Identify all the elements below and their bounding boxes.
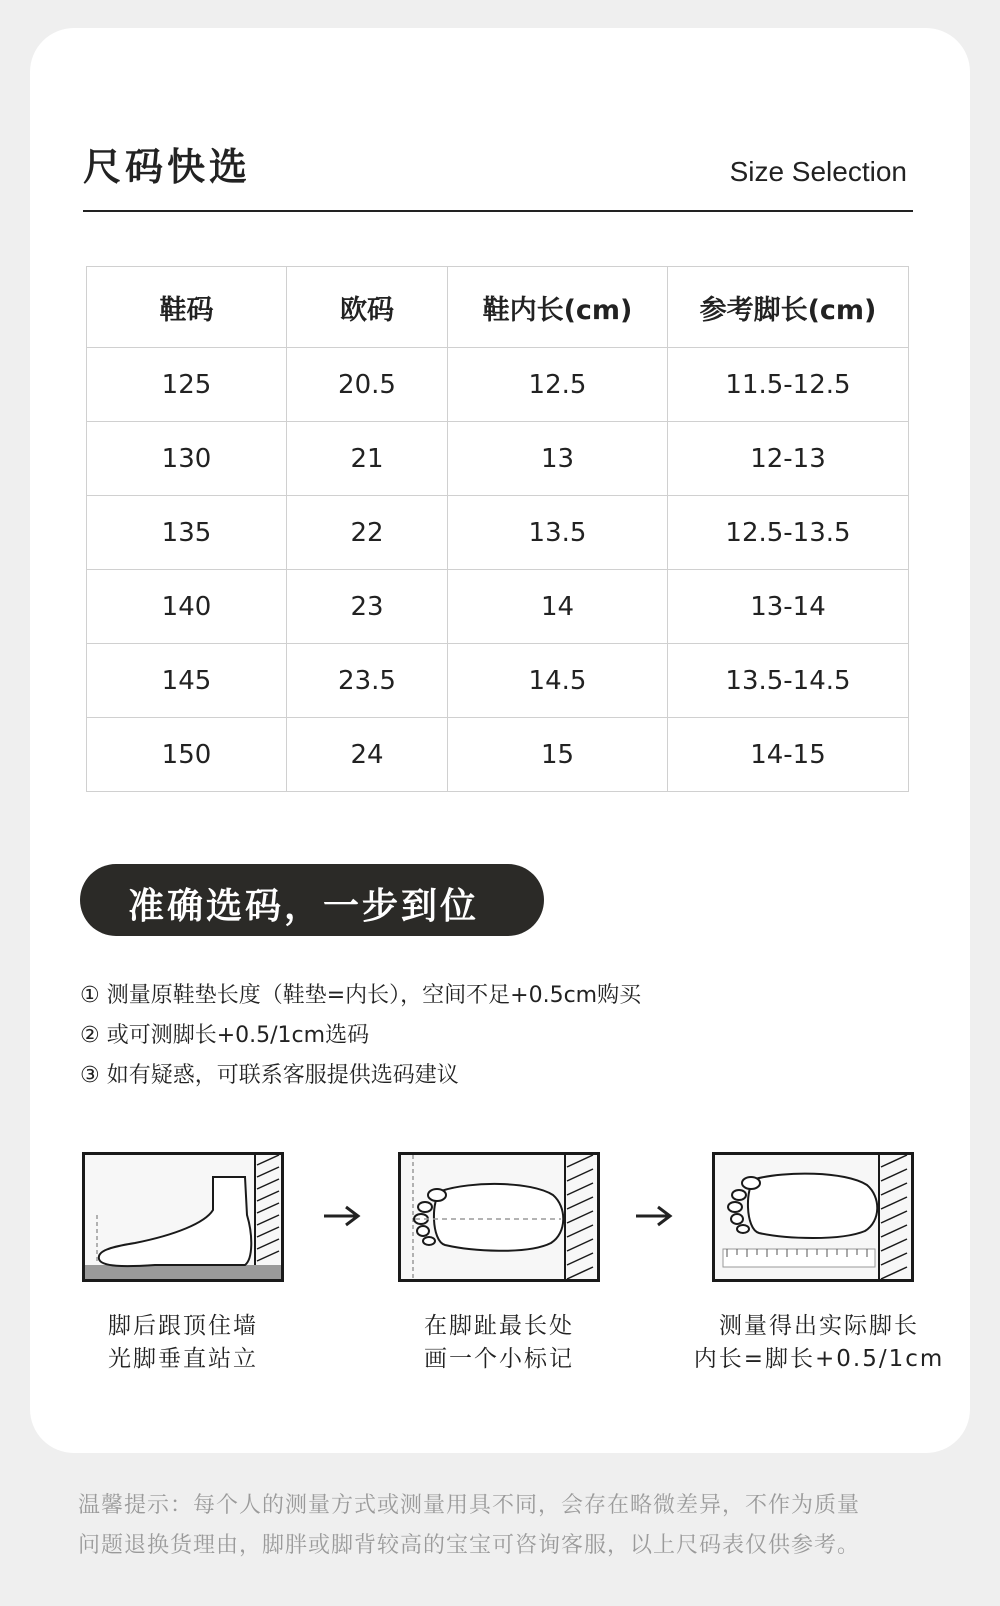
page-title: 尺码快选	[83, 145, 252, 189]
page-subtitle-en: Size Selection	[729, 156, 907, 187]
table-cell: 140	[87, 570, 287, 644]
section-banner-text: 准确选码，一步到位	[128, 886, 480, 927]
table-cell: 13.5	[448, 496, 668, 570]
section-banner	[80, 864, 544, 936]
table-header-row	[87, 267, 909, 348]
step-caption-line: 脚后跟顶住墙	[108, 1313, 258, 1339]
table-row	[87, 348, 909, 422]
step-caption-line: 在脚趾最长处	[424, 1313, 574, 1339]
table-cell: 22	[287, 496, 448, 570]
footer-note	[78, 1486, 938, 1566]
table-cell: 13	[448, 422, 668, 496]
table-header-cell: 参考脚长(cm)	[668, 267, 909, 348]
title-divider	[83, 210, 913, 212]
footer-note-line: 温馨提示：每个人的测量方式或测量用具不同，会存在略微差异，不作为质量	[78, 1493, 861, 1518]
table-cell: 15	[448, 718, 668, 792]
table-cell: 130	[87, 422, 287, 496]
table-cell: 14-15	[668, 718, 909, 792]
foot-top-ruler-icon	[712, 1152, 914, 1282]
table-cell: 150	[87, 718, 287, 792]
table-cell: 135	[87, 496, 287, 570]
size-table	[86, 266, 909, 792]
foot-top-mark-toe-icon	[398, 1152, 600, 1282]
table-cell: 12.5	[448, 348, 668, 422]
step-caption-line: 光脚垂直站立	[108, 1346, 258, 1372]
table-header-cell: 欧码	[287, 267, 448, 348]
table-cell: 24	[287, 718, 448, 792]
table-cell: 125	[87, 348, 287, 422]
table-cell: 12.5-13.5	[668, 496, 909, 570]
step-caption-line: 内长=脚长+0.5/1cm	[693, 1346, 945, 1372]
table-cell: 145	[87, 644, 287, 718]
table-row	[87, 422, 909, 496]
table-row	[87, 570, 909, 644]
step-caption-line: 测量得出实际脚长	[719, 1313, 919, 1339]
table-row	[87, 718, 909, 792]
table-cell: 14.5	[448, 644, 668, 718]
tip-item: ① 测量原鞋垫长度（鞋垫=内长），空间不足+0.5cm购买	[80, 983, 642, 1008]
table-cell: 14	[448, 570, 668, 644]
step-caption	[53, 1310, 313, 1376]
table-cell: 20.5	[287, 348, 448, 422]
table-cell: 21	[287, 422, 448, 496]
table-cell: 11.5-12.5	[668, 348, 909, 422]
step-caption	[369, 1310, 629, 1376]
step-caption-line: 画一个小标记	[424, 1346, 574, 1372]
table-cell: 13-14	[668, 570, 909, 644]
table-header-cell: 鞋码	[87, 267, 287, 348]
table-row	[87, 644, 909, 718]
foot-side-against-wall-icon	[82, 1152, 284, 1282]
tip-item: ② 或可测脚长+0.5/1cm选码	[80, 1023, 370, 1048]
tip-item: ③ 如有疑惑，可联系客服提供选码建议	[80, 1063, 459, 1088]
table-row	[87, 496, 909, 570]
arrow-right-icon	[634, 1204, 674, 1228]
table-cell: 23.5	[287, 644, 448, 718]
footer-note-line: 问题退换货理由，脚胖或脚背较高的宝宝可咨询客服，以上尺码表仅供参考。	[78, 1533, 861, 1558]
table-cell: 13.5-14.5	[668, 644, 909, 718]
arrow-right-icon	[322, 1204, 362, 1228]
table-header-cell: 鞋内长(cm)	[448, 267, 668, 348]
tips-list	[80, 976, 641, 1096]
table-cell: 23	[287, 570, 448, 644]
step-caption	[679, 1310, 959, 1376]
table-cell: 12-13	[668, 422, 909, 496]
